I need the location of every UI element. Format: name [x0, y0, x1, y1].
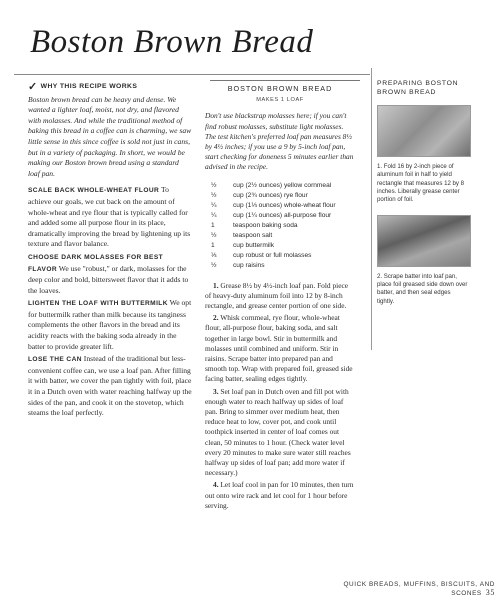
recipe-yield: MAKES 1 LOAF — [256, 97, 304, 104]
footer-section-title: QUICK BREADS, MUFFINS, BISCUITS, AND SCONES — [343, 581, 495, 597]
why-section-text: To achieve our goals, we cut back on the amount of whole-wheat and rye flour that is typically called for and added some all purpose flour in its place, dramatically improving the bread by lightening up its texture and flavor balance. — [28, 185, 191, 249]
ingredient-name: cup (1⅓ ounces) whole-wheat flour — [233, 201, 336, 209]
ingredient-item — [205, 241, 355, 251]
page-number: 35 — [485, 588, 495, 597]
why-section — [28, 354, 192, 419]
ingredient-item — [205, 191, 355, 201]
recipe-column — [205, 78, 355, 513]
step-text: Set loaf pan in Dutch oven and fill pot with enough water to reach halfway up sides of loaf pan. Bring to simmer over medium heat, then reduce heat to low, cover pot, and cook until toothpick inserted in center of loaf comes out clean, 50 minutes to 1 hour. (Check water level every 20 minutes to make sure water still reaches halfway up sides of loaf pan; add more water if necessary.) — [205, 386, 351, 478]
foil-photo — [377, 105, 471, 157]
ingredient-item — [205, 221, 355, 231]
sidebar-divider — [371, 68, 372, 350]
ingredient-list — [205, 181, 355, 271]
ingredient-item — [205, 211, 355, 221]
ingredient-quantity: 1 — [211, 241, 215, 249]
sidebar-caption: 2. Scrape batter into loaf pan, place foil greased side down over batter, and then seal edges tightly. — [377, 272, 468, 305]
recipe-step — [205, 387, 355, 479]
recipe-note: Don't use blackstrap molasses here; if you can't find robust molasses, substitute light molasses. The test kitchen's preferred loaf pan measures 8½ by 4½ inches; if you use a 9 by 5-inch loaf pan, start checking for doneness 5 minutes earlier than advised in the recipe. — [205, 111, 354, 172]
step-number: 1. — [213, 280, 219, 290]
ingredient-name: teaspoon salt — [233, 231, 273, 239]
ingredient-name: cup (2¾ ounces) rye flour — [233, 191, 308, 199]
ingredient-quantity: ½ — [211, 261, 217, 269]
page-title: Boston Brown Bread — [30, 24, 314, 60]
why-section-heading: CHOOSE DARK MOLASSES FOR BEST FLAVOR — [28, 253, 164, 273]
why-intro: Boston brown bread can be heavy and dense. We wanted a lighter loaf, moist, not dry, and flavored with molasses. And while the traditional method of baking this bread in a coffee can is charming, we saw little sense in this since coffee is sold not just in cans, but in a variety of packaging. In short, we would be making our Boston brown bread using a standard loaf pan. — [28, 94, 192, 178]
why-section-heading: SCALE BACK WHOLE-WHEAT FLOUR — [28, 187, 160, 195]
ingredient-quantity: ⅓ — [211, 251, 217, 259]
sidebar-caption: 1. Fold 16 by 2-inch piece of aluminum foil in half to yield rectangle that measures 12 by 8 inches. Liberally grease center portion of foil. — [377, 163, 465, 204]
why-heading-label: WHY THIS RECIPE WORKS — [40, 83, 138, 90]
ingredient-quantity: ¼ — [211, 211, 217, 219]
why-section — [28, 298, 192, 352]
why-heading — [28, 82, 192, 93]
ingredient-name: cup buttermilk — [233, 241, 275, 249]
why-section-text: We use "robust," or dark, molasses for the deep color and bold, bittersweet flavor that it adds to the loaves. — [28, 263, 189, 295]
recipe-steps — [205, 281, 355, 511]
step-text: Grease 8½ by 4½-inch loaf pan. Fold piece of heavy-duty aluminum foil into 12 by 8-inch rectangle, and grease center portion of one side. — [205, 280, 349, 311]
step-text: Let loaf cool in pan for 10 minutes, then turn out onto wire rack and let cool for 1 hour before serving. — [205, 480, 354, 510]
why-section-heading: LIGHTEN THE LOAF WITH BUTTERMILK — [28, 300, 168, 308]
step-number: 4. — [213, 480, 219, 490]
why-section — [28, 252, 192, 296]
why-section-text: Instead of the traditional but less-convenient coffee can, we use a loaf pan. After filling it with batter, we cover the pan tightly with foil, place it in a Dutch oven with water reaching halfway up the sides of the pan, and cook it on the stovetop, which steams the loaf perfectly. — [28, 354, 192, 418]
ingredient-quantity: 1 — [211, 221, 215, 229]
ingredient-quantity: ¼ — [211, 201, 217, 209]
ingredient-quantity: ½ — [211, 191, 217, 199]
page-footer — [300, 581, 495, 597]
sidebar-title: PREPARING BOSTON BROWN BREAD — [377, 80, 459, 96]
ingredient-item — [205, 251, 355, 261]
sidebar — [377, 80, 469, 306]
ingredient-item — [205, 261, 355, 271]
recipe-step — [205, 281, 355, 312]
title-divider — [14, 74, 370, 75]
step-number: 2. — [213, 313, 219, 323]
step-text: Whisk cornmeal, rye flour, whole-wheat flour, all-purpose flour, baking soda, and salt together in large bowl. Stir in buttermilk and molasses until combined and uniform. Stir in raisins. Scrape batter into prepared pan and smooth top. Wrap with prepared foil, greased side facing batter, sealing edges tightly. — [205, 313, 353, 384]
ingredient-item — [205, 201, 355, 211]
ingredient-name: cup (1¼ ounces) all-purpose flour — [233, 211, 332, 219]
recipe-step — [205, 480, 355, 511]
ingredient-name: cup raisins — [233, 261, 265, 269]
ingredient-name: cup (2½ ounces) yellow cornmeal — [233, 181, 332, 189]
ingredient-item — [205, 181, 355, 191]
checkmark-icon: ✓ — [28, 80, 38, 93]
loaf-pan-photo — [377, 215, 471, 267]
why-section — [28, 185, 192, 250]
why-section-heading: LOSE THE CAN — [28, 356, 82, 364]
step-number: 3. — [213, 386, 219, 396]
recipe-title: BOSTON BROWN BREAD — [227, 84, 333, 93]
ingredient-name: cup robust or full molasses — [233, 251, 312, 259]
ingredient-quantity: ½ — [211, 181, 217, 189]
ingredient-name: teaspoon baking soda — [233, 221, 298, 229]
recipe-step — [205, 313, 355, 384]
why-section-text: We opt for buttermilk rather than milk because its tanginess complements the other flavors in the bread and its acidity reacts with the baking soda already in the batter to provide greater lift. — [28, 298, 192, 351]
ingredient-quantity: ½ — [211, 231, 217, 239]
ingredient-item — [205, 231, 355, 241]
why-this-recipe-works-column — [28, 78, 192, 421]
